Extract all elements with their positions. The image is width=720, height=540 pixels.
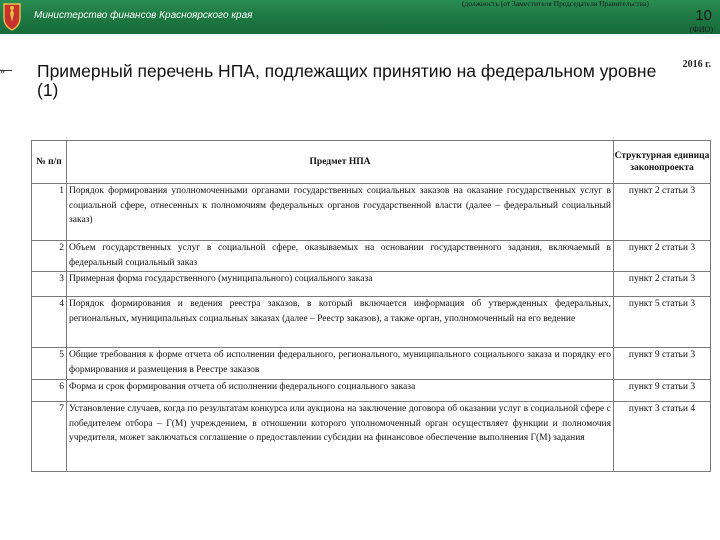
row-unit: пункт 5 статьи 3: [614, 297, 711, 348]
column-header-unit: Структурная единица законопроекта: [614, 141, 711, 184]
row-unit: пункт 2 статьи 3: [614, 184, 711, 241]
page-title: Примерный перечень НПА, подлежащих принятию на федеральном уровне (1): [37, 61, 657, 100]
table-row: [32, 184, 711, 241]
row-subject: Объем государственных услуг в социальной сфере, оказываемых на основании государственного задания, включаемый в федеральный социальный заказ: [67, 241, 614, 272]
column-header-subject: Предмет НПА: [67, 141, 614, 184]
row-unit: пункт 2 статьи 3: [614, 241, 711, 272]
row-subject: Форма и срок формирования отчета об исполнении федерального социального заказа: [67, 380, 614, 402]
row-subject: Установление случаев, когда по результатам конкурса или аукциона на заключение договора об оказании услуг в социальной сфере с победителем отбора – Г(М) учреждением, в отношении которого уполномоченный орган осуществляет функции и полномочия учредителя, может заключаться соглашение о предоставлении субсидии на финансовое обеспечение выполнения Г(М) задания: [67, 402, 614, 472]
row-unit: пункт 9 статьи 3: [614, 380, 711, 402]
column-header-num: № п/п: [32, 141, 67, 184]
npa-table: [31, 140, 711, 472]
table-row: [32, 297, 711, 348]
row-number: 3: [32, 272, 67, 297]
row-subject: Порядок формирования и ведения реестра заказов, в который включается информация об утвержденных федеральных, региональных, муниципальных социальных заказах (далее – Реестр заказов), а также орган, уполномоченный на его ведение: [67, 297, 614, 348]
row-number: 2: [32, 241, 67, 272]
table-row: [32, 272, 711, 297]
ministry-name: Министерство финансов Красноярского края: [34, 10, 253, 21]
row-subject: Примерная форма государственного (муниципального) социального заказа: [67, 272, 614, 297]
table-row: [32, 380, 711, 402]
row-unit: пункт 9 статьи 3: [614, 348, 711, 380]
table-row: [32, 348, 711, 380]
row-number: 7: [32, 402, 67, 472]
position-caption: (должность (от Заместителя Председателя Правительства): [462, 0, 649, 8]
row-subject: Общие требования к форме отчета об исполнении федерального, регионального, муниципального социального заказа и порядку его формирования и размещения в Реестре заказов: [67, 348, 614, 380]
table-header-row: [32, 141, 711, 184]
table-row: [32, 402, 711, 472]
signature-line: [0, 70, 12, 71]
row-unit: пункт 3 статьи 4: [614, 402, 711, 472]
row-number: 1: [32, 184, 67, 241]
row-number: 6: [32, 380, 67, 402]
table-row: [32, 241, 711, 272]
year-label: 2016 г.: [682, 59, 711, 70]
row-number: 4: [32, 297, 67, 348]
slide-number: 10: [695, 7, 712, 24]
row-unit: пункт 2 статьи 3: [614, 272, 711, 297]
coat-of-arms-icon: [2, 1, 22, 31]
fio-caption: (ФИО): [689, 25, 713, 34]
row-number: 5: [32, 348, 67, 380]
row-subject: Порядок формирования уполномоченными органами государственных социальных заказов на оказание государственных услуг в социальной сфере, отнесенных к полномочиям федеральных органов государственной власти (далее – федеральный социальный заказ): [67, 184, 614, 241]
quote-mark: »: [0, 66, 5, 77]
